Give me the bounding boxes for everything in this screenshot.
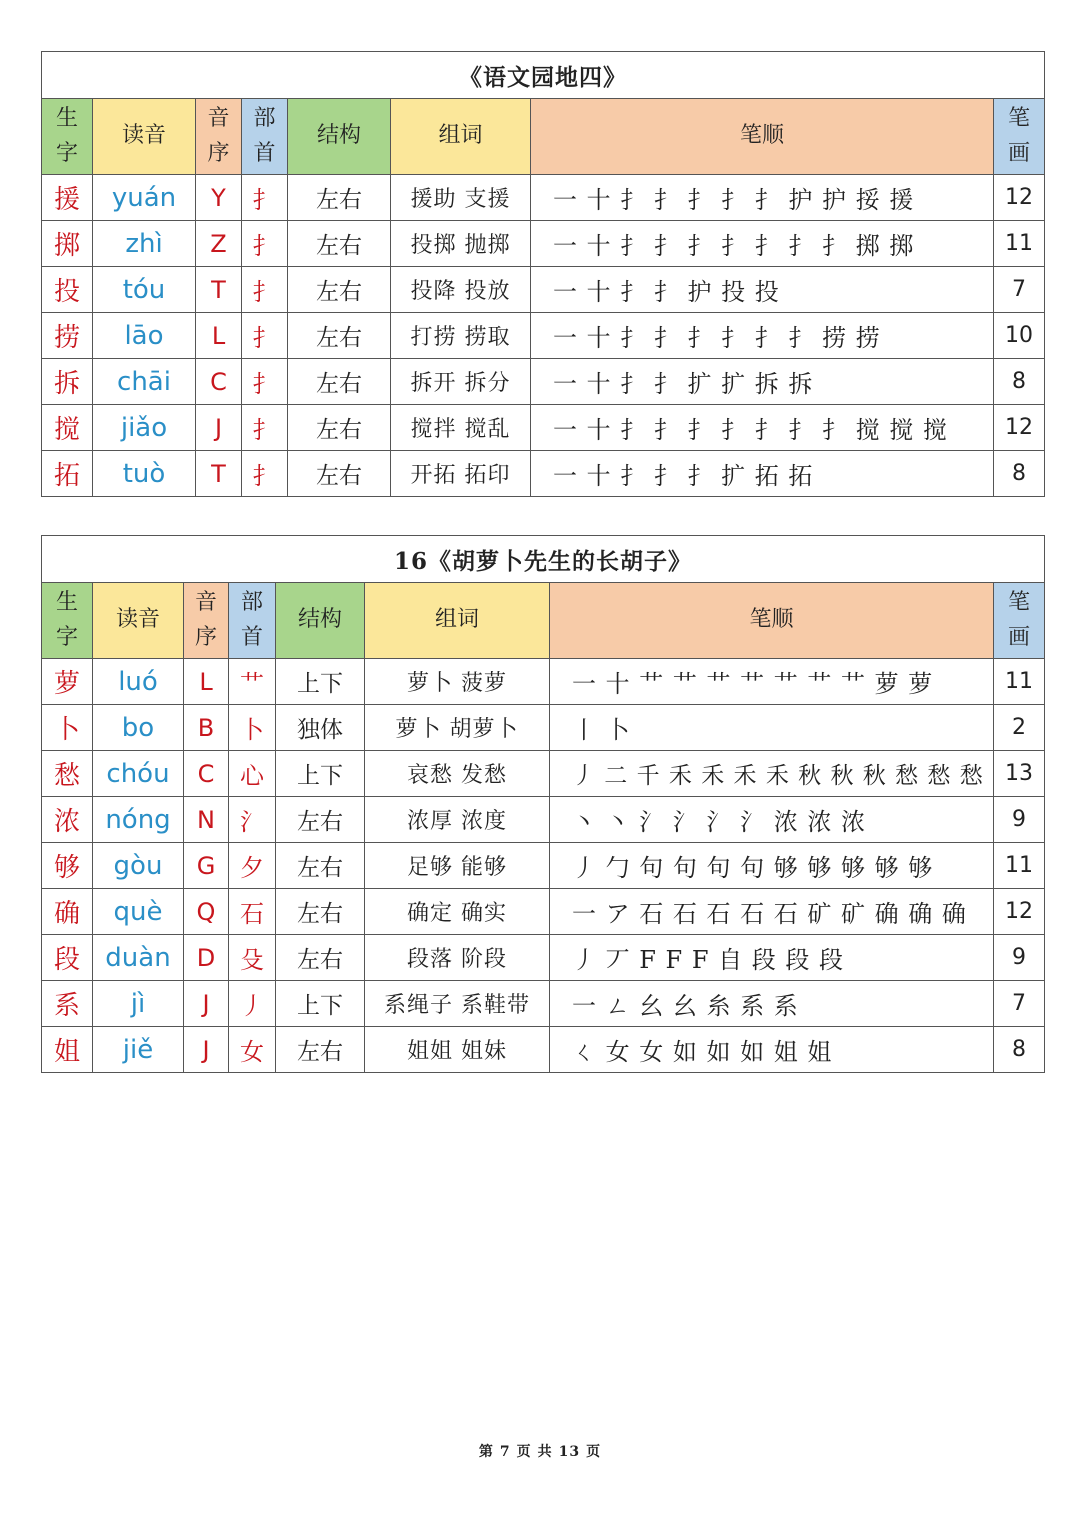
pinyin-cell: jiǎo	[93, 405, 196, 451]
pinyin-cell: lāo	[93, 313, 196, 359]
stroke-order-cell: 一 十 艹 艹 艹 艹 艹 艹 艹 萝 萝	[550, 659, 994, 705]
stroke-count-cell: 9	[994, 797, 1045, 843]
stroke-count-cell: 12	[994, 405, 1045, 451]
radical-cell: 丿	[229, 981, 276, 1027]
header-du: 读音	[93, 99, 196, 175]
table-row	[42, 797, 1045, 843]
initial-letter-cell: B	[184, 705, 229, 751]
footer-di: 第	[478, 1444, 494, 1460]
char-cell: 浓	[42, 797, 93, 843]
radical-cell: 心	[229, 751, 276, 797]
initial-letter-cell: G	[184, 843, 229, 889]
initial-letter-cell: T	[196, 267, 242, 313]
footer-page: 7	[499, 1444, 511, 1460]
header-bishun: 笔顺	[550, 583, 994, 659]
stroke-count-cell: 12	[994, 889, 1045, 935]
table-row	[42, 359, 1045, 405]
radical-cell: 扌	[242, 313, 288, 359]
char-cell: 确	[42, 889, 93, 935]
char-cell: 捞	[42, 313, 93, 359]
radical-cell: 卜	[229, 705, 276, 751]
structure-cell: 上下	[276, 751, 365, 797]
stroke-count-cell: 7	[994, 267, 1045, 313]
initial-letter-cell: J	[184, 1027, 229, 1073]
initial-letter-cell: D	[184, 935, 229, 981]
table-row	[42, 935, 1045, 981]
initial-letter-cell: T	[196, 451, 242, 497]
char-cell: 卜	[42, 705, 93, 751]
stroke-count-cell: 2	[994, 705, 1045, 751]
header-zuci: 组词	[391, 99, 531, 175]
radical-cell: 扌	[242, 267, 288, 313]
words-cell: 哀愁 发愁	[365, 751, 550, 797]
stroke-order-cell: 丿 二 千 禾 禾 禾 禾 秋 秋 秋 愁 愁 愁	[550, 751, 994, 797]
stroke-order-cell: 丿 勹 句 句 句 句 够 够 够 够 够	[550, 843, 994, 889]
initial-letter-cell: J	[184, 981, 229, 1027]
stroke-count-cell: 9	[994, 935, 1045, 981]
header-jiegou: 结构	[276, 583, 365, 659]
char-cell: 萝	[42, 659, 93, 705]
words-cell: 拆开 拆分	[391, 359, 531, 405]
table-row	[42, 405, 1045, 451]
table-row	[42, 221, 1045, 267]
pinyin-cell: bo	[93, 705, 184, 751]
char-cell: 够	[42, 843, 93, 889]
stroke-order-cell: 丨 卜	[550, 705, 994, 751]
table-row	[42, 1027, 1045, 1073]
words-cell: 浓厚 浓度	[365, 797, 550, 843]
initial-letter-cell: L	[196, 313, 242, 359]
table-row	[42, 175, 1045, 221]
radical-cell: 艹	[229, 659, 276, 705]
structure-cell: 左右	[288, 175, 391, 221]
words-cell: 打捞 捞取	[391, 313, 531, 359]
stroke-count-cell: 10	[994, 313, 1045, 359]
header-zuci: 组词	[365, 583, 550, 659]
char-cell: 段	[42, 935, 93, 981]
structure-cell: 左右	[288, 221, 391, 267]
structure-cell: 左右	[288, 313, 391, 359]
pinyin-cell: tuò	[93, 451, 196, 497]
section-title: 16《胡萝卜先生的长胡子》	[42, 536, 1045, 583]
stroke-count-cell: 8	[994, 359, 1045, 405]
structure-cell: 左右	[288, 451, 391, 497]
pinyin-cell: yuán	[93, 175, 196, 221]
radical-cell: 扌	[242, 221, 288, 267]
stroke-order-cell: 一 十 扌 扌 扌 扌 扌 扌 扌 掷 掷	[531, 221, 994, 267]
header-bishun: 笔顺	[531, 99, 994, 175]
pinyin-cell: chóu	[93, 751, 184, 797]
stroke-count-cell: 11	[994, 843, 1045, 889]
stroke-count-cell: 11	[994, 659, 1045, 705]
pinyin-cell: tóu	[93, 267, 196, 313]
words-cell: 姐姐 姐妹	[365, 1027, 550, 1073]
footer-ye: 页	[516, 1444, 532, 1460]
radical-cell: 女	[229, 1027, 276, 1073]
stroke-order-cell: 一 十 扌 扌 护 投 投	[531, 267, 994, 313]
stroke-order-cell: ㄑ 女 女 如 如 如 姐 姐	[550, 1027, 994, 1073]
structure-cell: 上下	[276, 981, 365, 1027]
stroke-count-cell: 8	[994, 1027, 1045, 1073]
initial-letter-cell: Y	[196, 175, 242, 221]
pinyin-cell: jì	[93, 981, 184, 1027]
header-yinxu: 音序	[196, 99, 242, 175]
structure-cell: 独体	[276, 705, 365, 751]
table-row	[42, 451, 1045, 497]
table-row	[42, 705, 1045, 751]
page-footer	[0, 1441, 1080, 1461]
stroke-count-cell: 11	[994, 221, 1045, 267]
radical-cell: 扌	[242, 359, 288, 405]
char-cell: 援	[42, 175, 93, 221]
table-row	[42, 843, 1045, 889]
radical-cell: 扌	[242, 405, 288, 451]
initial-letter-cell: Q	[184, 889, 229, 935]
words-cell: 确定 确实	[365, 889, 550, 935]
char-cell: 投	[42, 267, 93, 313]
pinyin-cell: chāi	[93, 359, 196, 405]
char-cell: 姐	[42, 1027, 93, 1073]
header-sheng: 生字	[42, 99, 93, 175]
radical-cell: 夕	[229, 843, 276, 889]
table-row	[42, 659, 1045, 705]
radical-cell: 扌	[242, 451, 288, 497]
char-cell: 系	[42, 981, 93, 1027]
char-cell: 搅	[42, 405, 93, 451]
stroke-count-cell: 13	[994, 751, 1045, 797]
stroke-count-cell: 8	[994, 451, 1045, 497]
character-table-2	[41, 535, 1045, 1073]
structure-cell: 左右	[288, 405, 391, 451]
stroke-order-cell: 一 ア 石 石 石 石 石 矿 矿 确 确 确	[550, 889, 994, 935]
pinyin-cell: nóng	[93, 797, 184, 843]
table-row	[42, 751, 1045, 797]
pinyin-cell: duàn	[93, 935, 184, 981]
char-cell: 掷	[42, 221, 93, 267]
header-sheng: 生字	[42, 583, 93, 659]
char-cell: 拆	[42, 359, 93, 405]
radical-cell: 扌	[242, 175, 288, 221]
structure-cell: 左右	[276, 843, 365, 889]
section-title: 《语文园地四》	[42, 52, 1045, 99]
stroke-count-cell: 12	[994, 175, 1045, 221]
words-cell: 开拓 拓印	[391, 451, 531, 497]
structure-cell: 左右	[276, 1027, 365, 1073]
words-cell: 段落 阶段	[365, 935, 550, 981]
stroke-count-cell: 7	[994, 981, 1045, 1027]
footer-gong: 共	[537, 1444, 553, 1460]
table-row	[42, 981, 1045, 1027]
structure-cell: 左右	[288, 267, 391, 313]
footer-total: 13	[558, 1444, 581, 1460]
character-table-1	[41, 51, 1045, 497]
words-cell: 萝卜 胡萝卜	[365, 705, 550, 751]
pinyin-cell: què	[93, 889, 184, 935]
stroke-order-cell: 一 十 扌 扌 扌 扩 拓 拓	[531, 451, 994, 497]
header-jiegou: 结构	[288, 99, 391, 175]
stroke-order-cell: 丿 丆 F F F 自 段 段 段	[550, 935, 994, 981]
words-cell: 搅拌 搅乱	[391, 405, 531, 451]
words-cell: 投掷 抛掷	[391, 221, 531, 267]
stroke-order-cell: 一 十 扌 扌 扌 扌 扌 扌 扌 搅 搅 搅	[531, 405, 994, 451]
radical-cell: 石	[229, 889, 276, 935]
table-row	[42, 313, 1045, 359]
structure-cell: 上下	[276, 659, 365, 705]
header-bushou: 部首	[229, 583, 276, 659]
words-cell: 足够 能够	[365, 843, 550, 889]
header-bushou: 部首	[242, 99, 288, 175]
char-cell: 愁	[42, 751, 93, 797]
pinyin-cell: jiě	[93, 1027, 184, 1073]
stroke-order-cell: 丶 丶 氵 氵 氵 氵 浓 浓 浓	[550, 797, 994, 843]
pinyin-cell: zhì	[93, 221, 196, 267]
char-cell: 拓	[42, 451, 93, 497]
words-cell: 投降 投放	[391, 267, 531, 313]
stroke-order-cell: 一 十 扌 扌 扌 扌 扌 扌 捞 捞	[531, 313, 994, 359]
header-yinxu: 音序	[184, 583, 229, 659]
structure-cell: 左右	[276, 889, 365, 935]
words-cell: 系绳子 系鞋带	[365, 981, 550, 1027]
table-row	[42, 889, 1045, 935]
initial-letter-cell: N	[184, 797, 229, 843]
initial-letter-cell: Z	[196, 221, 242, 267]
initial-letter-cell: C	[184, 751, 229, 797]
pinyin-cell: gòu	[93, 843, 184, 889]
structure-cell: 左右	[276, 935, 365, 981]
header-bihua: 笔画	[994, 583, 1045, 659]
words-cell: 援助 支援	[391, 175, 531, 221]
header-du: 读音	[93, 583, 184, 659]
structure-cell: 左右	[288, 359, 391, 405]
pinyin-cell: luó	[93, 659, 184, 705]
stroke-order-cell: 一 十 扌 扌 扌 扌 扌 护 护 挼 援	[531, 175, 994, 221]
structure-cell: 左右	[276, 797, 365, 843]
stroke-order-cell: 一 ㄥ 幺 幺 糸 系 系	[550, 981, 994, 1027]
words-cell: 萝卜 菠萝	[365, 659, 550, 705]
stroke-order-cell: 一 十 扌 扌 扩 扩 拆 拆	[531, 359, 994, 405]
radical-cell: 氵	[229, 797, 276, 843]
table-row	[42, 267, 1045, 313]
initial-letter-cell: C	[196, 359, 242, 405]
footer-ye: 页	[586, 1444, 602, 1460]
initial-letter-cell: J	[196, 405, 242, 451]
initial-letter-cell: L	[184, 659, 229, 705]
radical-cell: 殳	[229, 935, 276, 981]
header-bihua: 笔画	[994, 99, 1045, 175]
